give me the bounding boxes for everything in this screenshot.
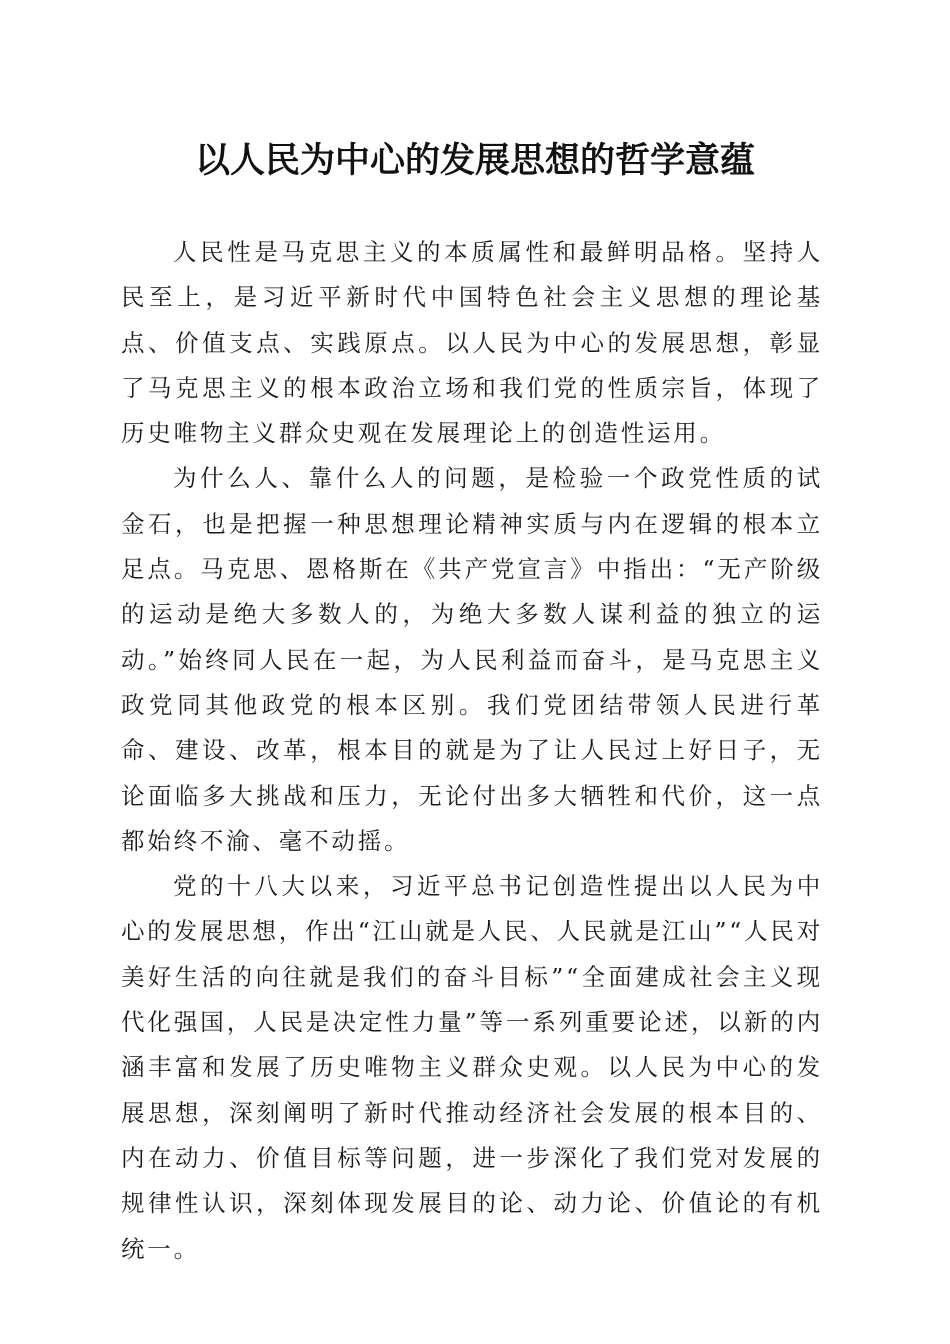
paragraph-3: 党的十八大以来，习近平总书记创造性提出以人民为中心的发展思想，作出“江山就是人民、人民就是江山”“人民对美好生活的向往就是我们的奋斗目标”“全面建成社会主义现代化强国，人民是决定性力量”等一系列重要论述，以新的内涵丰富和发展了历史唯物主义群众史观。以人民为中心的发展思想，深刻阐明了新时代推动经济社会发展的根本目的、内在动力、价值目标等问题，进一步深化了我们党对发展的规律性认识，深刻体现发展目的论、动力论、价值论的有机统一。 xyxy=(121,872,823,1263)
document-body xyxy=(121,230,823,1272)
document-title: 以人民为中心的发展思想的哲学意蕴 xyxy=(194,140,755,181)
paragraph-2: 为什么人、靠什么人的问题，是检验一个政党性质的试金石，也是把握一种思想理论精神实质与内在逻辑的根本立足点。马克思、恩格斯在《共产党宣言》中指出：“无产阶级的运动是绝大多数人的，为绝大多数人谋利益的独立的运动。”始终同人民在一起，为人民利益而奋斗，是马克思主义政党同其他政党的根本区别。我们党团结带领人民进行革命、建设、改革，根本目的就是为了让人民过上好日子，无论面临多大挑战和压力，无论付出多大牺牲和代价，这一点都始终不渝、毫不动摇。 xyxy=(121,464,823,855)
paragraph-1: 人民性是马克思主义的本质属性和最鲜明品格。坚持人民至上，是习近平新时代中国特色社会主义思想的理论基点、价值支点、实践原点。以人民为中心的发展思想，彰显了马克思主义的根本政治立场和我们党的性质宗旨，体现了历史唯物主义群众史观在发展理论上的创造性运用。 xyxy=(121,238,823,448)
